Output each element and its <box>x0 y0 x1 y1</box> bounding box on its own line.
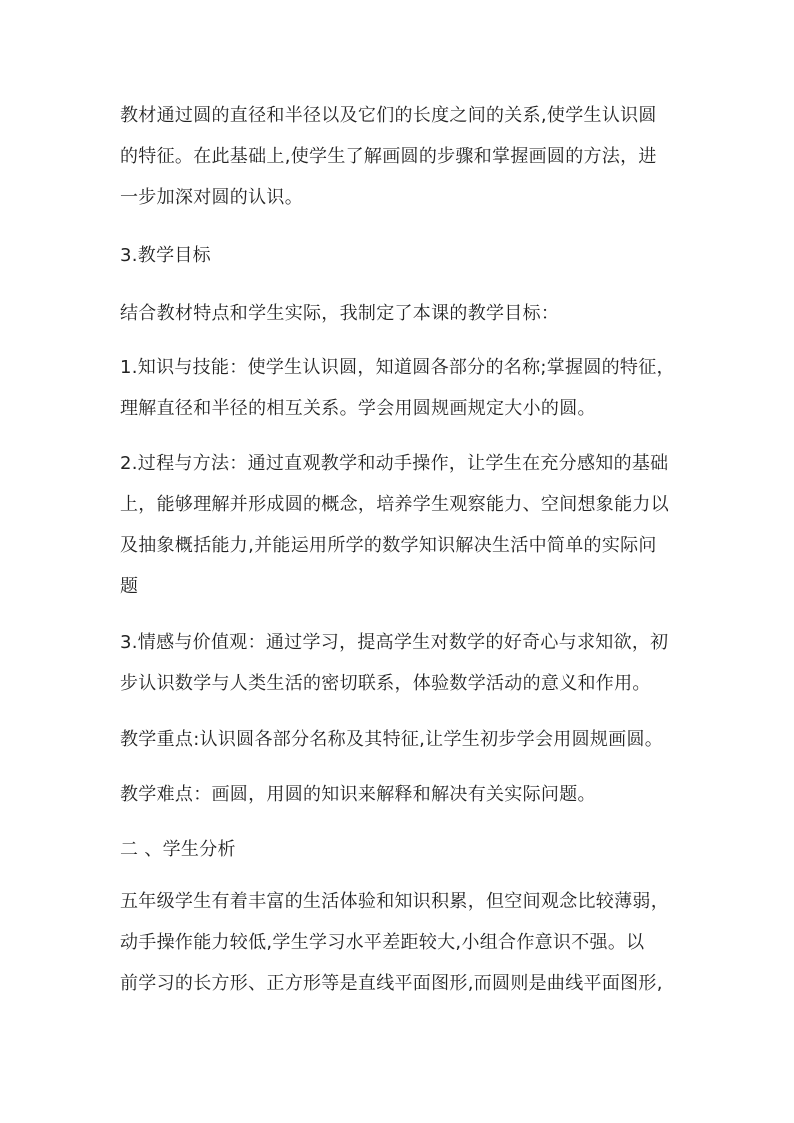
text-line: 题 <box>120 576 139 597</box>
text-line: 3.教学目标 <box>120 245 211 266</box>
text-line: 教材通过圆的直径和半径以及它们的长度之间的关系,使学生认识圆 <box>120 105 657 126</box>
paragraph-student-analysis <box>120 886 669 999</box>
paragraph-textbook-intro <box>120 100 657 213</box>
text-line: 理解直径和半径的相互关系。学会用圆规画规定大小的圆。 <box>120 398 596 419</box>
heading-teaching-goals <box>120 240 211 271</box>
text-line: 步认识数学与人类生活的密切联系，体验数学活动的意义和作用。 <box>120 673 651 694</box>
text-line: 动手操作能力较低,学生学习水平差距较大,小组合作意识不强。以 <box>120 932 645 953</box>
text-line: 及抽象概括能力,并能运用所学的数学知识解决生活中简单的实际问 <box>120 535 657 556</box>
text-line: 的特征。在此基础上,使学生了解画圆的步骤和掌握画圆的方法，进 <box>120 146 657 167</box>
text-line: 五年级学生有着丰富的生活体验和知识积累，但空间观念比较薄弱， <box>120 891 669 912</box>
text-line: 教学难点：画圆，用圆的知识来解释和解决有关实际问题。 <box>120 784 596 805</box>
text-line: 一步加深对圆的认识。 <box>120 187 303 208</box>
heading-student-analysis <box>120 834 236 865</box>
paragraph-knowledge-skills <box>120 352 675 424</box>
paragraph-goals-intro <box>120 298 559 329</box>
text-line: 2.过程与方法：通过直观教学和动手操作，让学生在充分感知的基础 <box>120 453 669 474</box>
paragraph-teaching-focus <box>120 724 663 755</box>
paragraph-teaching-difficulty <box>120 779 596 810</box>
text-line: 结合教材特点和学生实际，我制定了本课的教学目标： <box>120 303 560 324</box>
text-line: 1.知识与技能：使学生认识圆，知道圆各部分的名称;掌握圆的特征， <box>120 357 675 378</box>
text-line: 3.情感与价值观：通过学习，提高学生对数学的好奇心与求知欲，初 <box>120 632 669 653</box>
text-line: 上，能够理解并形成圆的概念，培养学生观察能力、空间想象能力以 <box>120 494 669 515</box>
text-line: 教学重点:认识圆各部分名称及其特征,让学生初步学会用圆规画圆。 <box>120 729 664 750</box>
text-line: 前学习的长方形、正方形等是直线平面图形,而圆则是曲线平面图形, <box>120 973 663 994</box>
paragraph-emotion-values <box>120 627 668 699</box>
paragraph-process-methods <box>120 448 669 602</box>
text-line: 二 、学生分析 <box>120 839 236 860</box>
